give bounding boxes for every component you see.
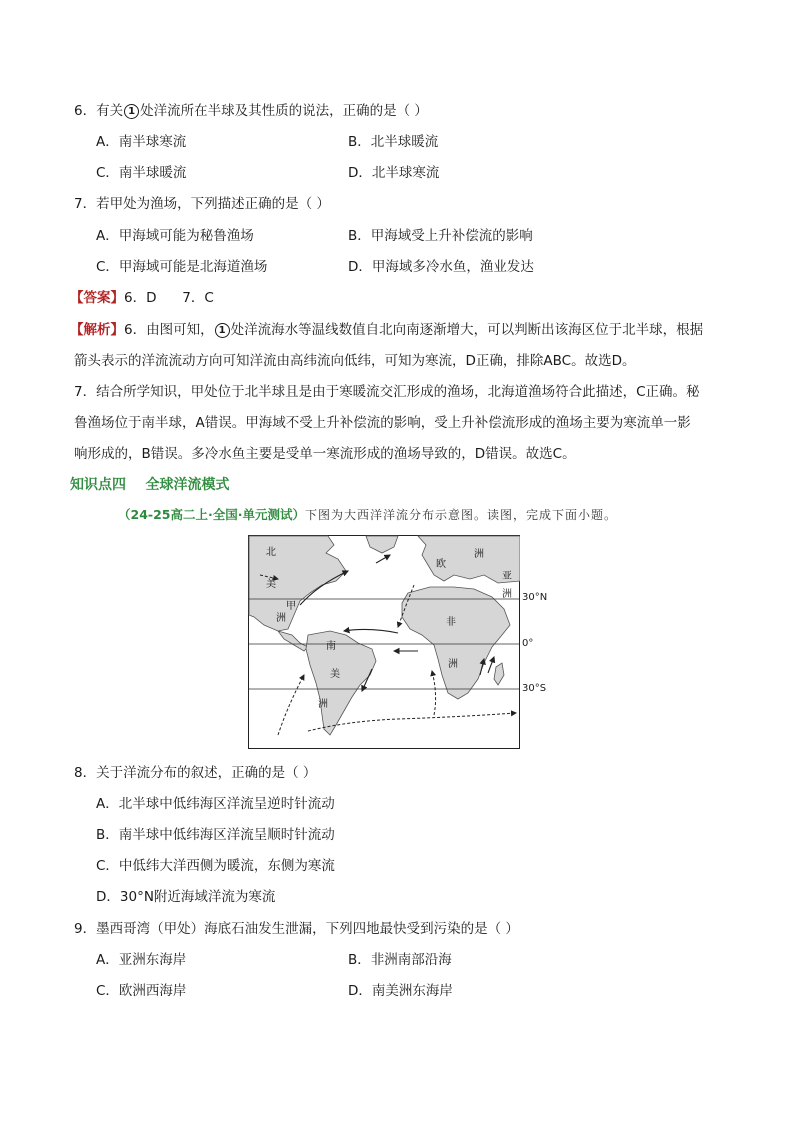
source-line [118, 506, 617, 524]
q7-option-b: B．甲海域受上升补偿流的影响 [348, 228, 533, 244]
circled-marker-icon: 1 [124, 104, 139, 119]
q6-stem-suffix: 处洋流所在半球及其性质的说法，正确的是（ ） [140, 103, 428, 119]
question-7-stem: 7．若甲处为渔场，下列描述正确的是（ ） [74, 196, 330, 212]
q6-stem-prefix: 6．有关 [74, 103, 124, 119]
latitude-label-30n: 30°N [522, 592, 548, 603]
question-9-stem: 9．墨西哥湾（甲处）海底石油发生泄漏，下列四地最快受到污染的是（ ） [74, 921, 519, 937]
map-label-ya: 亚 [502, 571, 512, 582]
q7-option-c: C．甲海域可能是北海道渔场 [96, 259, 268, 275]
source-tag: （24-25高二上·全国·单元测试） [118, 507, 305, 522]
analysis-line1-suffix: 处洋流海水等温线数值自北向南逐渐增大，可以判断出该海区位于北半球，根据 [230, 322, 704, 338]
q9-option-a: A．亚洲东海岸 [96, 952, 187, 968]
map-label-jia: 甲 [286, 601, 296, 612]
circled-marker-icon: 1 [215, 323, 230, 338]
analysis-tag: 【解析】 [70, 322, 124, 338]
q9-option-c: C．欧洲西海岸 [96, 983, 187, 999]
analysis-line-2: 箭头表示的洋流流动方向可知洋流由高纬流向低纬，可知为寒流，D正确，排除ABC。故选D。 [74, 353, 636, 369]
q6-option-a: A．南半球寒流 [96, 134, 187, 150]
answer-tag: 【答案】 [70, 290, 124, 306]
latitude-label-0: 0° [522, 638, 534, 649]
q6-option-d: D．北半球寒流 [348, 165, 440, 181]
q8-option-b: B．南半球中低纬海区洋流呈顺时针流动 [96, 827, 335, 843]
atlantic-currents-map [248, 535, 520, 749]
map-label-zhou3: 洲 [502, 589, 512, 600]
question-6-stem [74, 102, 428, 120]
map-label-mei1: 美 [266, 579, 276, 590]
question-8-stem: 8．关于洋流分布的叙述，正确的是（ ） [74, 765, 317, 781]
map-label-ou: 欧 [436, 559, 446, 570]
q6-option-c: C．南半球暖流 [96, 165, 187, 181]
analysis-line-5: 响形成的，B错误。多冷水鱼主要是受单一寒流形成的渔场导致的，D错误。故选C。 [74, 446, 576, 462]
q9-option-d: D．南美洲东海岸 [348, 983, 453, 999]
map-label-zhou5: 洲 [318, 699, 328, 710]
q9-option-b: B．非洲南部沿海 [348, 952, 452, 968]
q8-option-c: C．中低纬大洋西侧为暖流，东侧为寒流 [96, 858, 335, 874]
source-text: 下图为大西洋洋流分布示意图。读图，完成下面小题。 [304, 508, 617, 522]
map-label-zhou1: 洲 [276, 613, 286, 624]
map-label-bei: 北 [266, 547, 276, 558]
map-label-nan: 南 [326, 641, 336, 652]
map-label-zhou2: 洲 [474, 549, 484, 560]
q7-option-a: A．甲海域可能为秘鲁渔场 [96, 228, 254, 244]
knowledge-point-heading: 知识点四 全球洋流模式 [70, 477, 230, 493]
analysis-line1-prefix: 6．由图可知， [124, 322, 214, 338]
answer-text: 6．D 7．C [124, 290, 214, 306]
analysis-line-3: 7．结合所学知识，甲处位于北半球且是由于寒暖流交汇形成的渔场，北海道渔场符合此描述，C正确。秘 [74, 384, 700, 400]
q7-option-d: D．甲海域多冷水鱼，渔业发达 [348, 259, 534, 275]
analysis-line-1 [70, 321, 703, 339]
q8-option-d: D．30°N附近海域洋流为寒流 [96, 889, 276, 905]
latitude-label-30s: 30°S [522, 683, 547, 694]
q6-option-b: B．北半球暖流 [348, 134, 439, 150]
map-label-fei: 非 [446, 617, 456, 628]
map-label-mei2: 美 [330, 669, 340, 680]
q8-option-a: A．北半球中低纬海区洋流呈逆时针流动 [96, 796, 335, 812]
analysis-line-4: 鲁渔场位于南半球，A错误。甲海域不受上升补偿流的影响，受上升补偿流形成的渔场主要为寒流单一影 [74, 415, 691, 431]
map-label-zhou4: 洲 [448, 659, 458, 670]
answer-line [70, 289, 214, 307]
